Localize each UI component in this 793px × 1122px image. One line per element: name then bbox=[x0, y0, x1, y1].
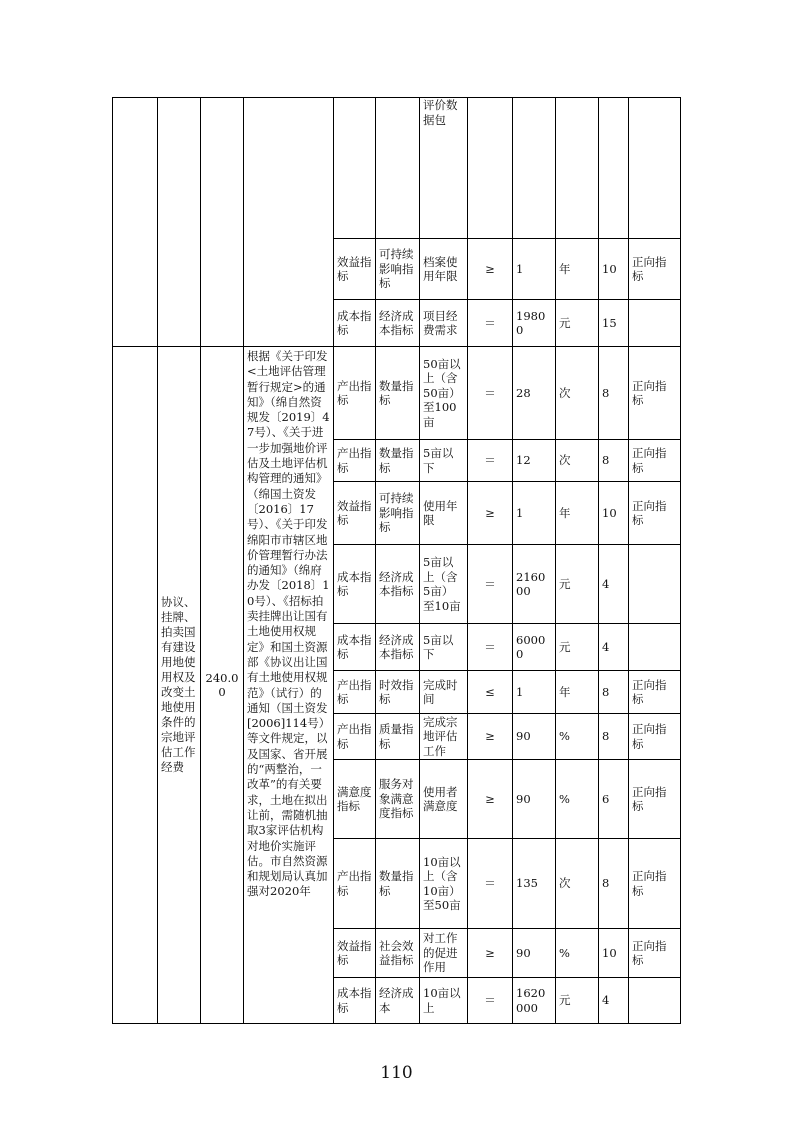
value-cell: 60000 bbox=[513, 624, 556, 671]
operator-cell: ＝ bbox=[468, 440, 513, 482]
unit-cell: 元 bbox=[556, 978, 599, 1024]
score-cell: 15 bbox=[599, 300, 629, 347]
level1-cell: 产出指标 bbox=[334, 839, 376, 929]
unit-cell: 年 bbox=[556, 482, 599, 545]
level2-cell: 经济成本指标 bbox=[376, 624, 420, 671]
direction-cell bbox=[629, 978, 681, 1024]
value-cell: 90 bbox=[513, 714, 556, 760]
score-cell: 8 bbox=[599, 839, 629, 929]
score-cell: 4 bbox=[599, 624, 629, 671]
unit-cell: 次 bbox=[556, 839, 599, 929]
indicator-cell: 使用者满意度 bbox=[420, 760, 468, 839]
level2-cell: 时效指标 bbox=[376, 671, 420, 714]
level1-cell: 效益指标 bbox=[334, 239, 376, 300]
operator-cell: ＝ bbox=[468, 347, 513, 440]
amount-cell: 240.00 bbox=[201, 347, 244, 1024]
value-cell: 1 bbox=[513, 671, 556, 714]
unit-cell: 元 bbox=[556, 545, 599, 624]
operator-cell: ＝ bbox=[468, 624, 513, 671]
direction-cell: 正向指标 bbox=[629, 760, 681, 839]
level1-cell bbox=[334, 98, 376, 239]
indicator-cell: 完成宗地评估工作 bbox=[420, 714, 468, 760]
direction-cell: 正向指标 bbox=[629, 347, 681, 440]
direction-cell bbox=[629, 98, 681, 239]
direction-cell bbox=[629, 624, 681, 671]
score-cell bbox=[599, 98, 629, 239]
level1-cell: 产出指标 bbox=[334, 714, 376, 760]
level2-cell: 数量指标 bbox=[376, 839, 420, 929]
indicator-cell: 评价数据包 bbox=[420, 98, 468, 239]
indicator-cell: 对工作的促进作用 bbox=[420, 929, 468, 978]
level2-cell bbox=[376, 98, 420, 239]
operator-cell: ≥ bbox=[468, 239, 513, 300]
indicator-cell: 完成时间 bbox=[420, 671, 468, 714]
score-cell: 8 bbox=[599, 671, 629, 714]
value-cell: 28 bbox=[513, 347, 556, 440]
operator-cell: ＝ bbox=[468, 839, 513, 929]
value-cell: 216000 bbox=[513, 545, 556, 624]
level1-cell: 效益指标 bbox=[334, 482, 376, 545]
level2-cell: 经济成本指标 bbox=[376, 300, 420, 347]
direction-cell bbox=[629, 300, 681, 347]
col1-blank bbox=[113, 347, 158, 1024]
value-cell: 1 bbox=[513, 239, 556, 300]
level2-cell: 服务对象满意度指标 bbox=[376, 760, 420, 839]
value-cell: 90 bbox=[513, 929, 556, 978]
level2-cell: 经济成本 bbox=[376, 978, 420, 1024]
direction-cell: 正向指标 bbox=[629, 482, 681, 545]
operator-cell: ≥ bbox=[468, 929, 513, 978]
unit-cell: % bbox=[556, 760, 599, 839]
direction-cell: 正向指标 bbox=[629, 671, 681, 714]
project-name-cell: 协议、挂牌、拍卖国有建设用地使用权及改变土地使用条件的宗地评估工作经费 bbox=[158, 347, 201, 1024]
basis-cell: 根据《关于印发<土地评估管理暂行规定>的通知》（绵自然资规发〔2019〕47号）、《关于进一步加强地价评估及土地评估机构管理的通知》（绵国土资发〔2016〕17号）、《关于印发绵阳市市辖区地价管理暂行办法的通知》（绵府办发〔2018〕10号）、《招标拍卖挂牌出让国有土地使用权规定》和国土资源部《协议出让国有土地使用权规范》（试行）的通知（国土资发[2006]114号）等文件规定，以及国家、省开展的“两整治，一改革”的有关要求，土地在拟出让前，需随机抽取3家评估机构对地价实施评估。市自然资源和规划局认真加强对2020年 bbox=[244, 347, 334, 1024]
operator-cell: ＝ bbox=[468, 978, 513, 1024]
operator-cell bbox=[468, 98, 513, 239]
unit-cell: 年 bbox=[556, 239, 599, 300]
unit-cell: 次 bbox=[556, 347, 599, 440]
unit-cell: 年 bbox=[556, 671, 599, 714]
indicator-cell: 档案使用年限 bbox=[420, 239, 468, 300]
unit-cell: 次 bbox=[556, 440, 599, 482]
indicator-cell: 10亩以上 bbox=[420, 978, 468, 1024]
value-cell: 1 bbox=[513, 482, 556, 545]
value-cell: 90 bbox=[513, 760, 556, 839]
direction-cell: 正向指标 bbox=[629, 714, 681, 760]
level2-cell: 质量指标 bbox=[376, 714, 420, 760]
unit-cell: 元 bbox=[556, 624, 599, 671]
level1-cell: 产出指标 bbox=[334, 671, 376, 714]
indicator-cell: 5亩以下 bbox=[420, 624, 468, 671]
operator-cell: ≥ bbox=[468, 482, 513, 545]
level1-cell: 成本指标 bbox=[334, 300, 376, 347]
level2-cell: 数量指标 bbox=[376, 440, 420, 482]
direction-cell: 正向指标 bbox=[629, 239, 681, 300]
score-cell: 8 bbox=[599, 347, 629, 440]
level1-cell: 产出指标 bbox=[334, 347, 376, 440]
operator-cell: ≤ bbox=[468, 671, 513, 714]
operator-cell: ＝ bbox=[468, 545, 513, 624]
value-cell: 19800 bbox=[513, 300, 556, 347]
level1-cell: 产出指标 bbox=[334, 440, 376, 482]
indicator-cell: 5亩以下 bbox=[420, 440, 468, 482]
score-cell: 10 bbox=[599, 482, 629, 545]
value-cell: 135 bbox=[513, 839, 556, 929]
project-name-prev bbox=[158, 98, 201, 347]
score-cell: 10 bbox=[599, 929, 629, 978]
level1-cell: 效益指标 bbox=[334, 929, 376, 978]
level2-cell: 可持续影响指标 bbox=[376, 482, 420, 545]
value-cell: 12 bbox=[513, 440, 556, 482]
score-cell: 8 bbox=[599, 714, 629, 760]
unit-cell: 元 bbox=[556, 300, 599, 347]
col1-blank bbox=[113, 98, 158, 347]
level1-cell: 成本指标 bbox=[334, 624, 376, 671]
level1-cell: 满意度指标 bbox=[334, 760, 376, 839]
indicator-cell: 10亩以上（含10亩）至50亩 bbox=[420, 839, 468, 929]
level2-cell: 经济成本指标 bbox=[376, 545, 420, 624]
indicator-cell: 使用年限 bbox=[420, 482, 468, 545]
operator-cell: ≥ bbox=[468, 760, 513, 839]
operator-cell: ≥ bbox=[468, 714, 513, 760]
score-cell: 8 bbox=[599, 440, 629, 482]
direction-cell bbox=[629, 545, 681, 624]
level1-cell: 成本指标 bbox=[334, 978, 376, 1024]
value-cell: 1620000 bbox=[513, 978, 556, 1024]
unit-cell bbox=[556, 98, 599, 239]
level2-cell: 可持续影响指标 bbox=[376, 239, 420, 300]
score-cell: 6 bbox=[599, 760, 629, 839]
direction-cell: 正向指标 bbox=[629, 440, 681, 482]
level1-cell: 成本指标 bbox=[334, 545, 376, 624]
table-row bbox=[113, 347, 681, 440]
page-number: 110 bbox=[380, 1063, 413, 1083]
operator-cell: ＝ bbox=[468, 300, 513, 347]
score-cell: 10 bbox=[599, 239, 629, 300]
level2-cell: 社会效益指标 bbox=[376, 929, 420, 978]
basis-prev bbox=[244, 98, 334, 347]
direction-cell: 正向指标 bbox=[629, 839, 681, 929]
value-cell bbox=[513, 98, 556, 239]
indicator-cell: 50亩以上（含50亩）至100亩 bbox=[420, 347, 468, 440]
unit-cell: % bbox=[556, 929, 599, 978]
direction-cell: 正向指标 bbox=[629, 929, 681, 978]
amount-prev bbox=[201, 98, 244, 347]
table-row bbox=[113, 98, 681, 239]
indicator-cell: 5亩以上（含5亩）至10亩 bbox=[420, 545, 468, 624]
performance-indicator-table bbox=[112, 97, 681, 1024]
score-cell: 4 bbox=[599, 978, 629, 1024]
level2-cell: 数量指标 bbox=[376, 347, 420, 440]
indicator-cell: 项目经费需求 bbox=[420, 300, 468, 347]
unit-cell: % bbox=[556, 714, 599, 760]
score-cell: 4 bbox=[599, 545, 629, 624]
